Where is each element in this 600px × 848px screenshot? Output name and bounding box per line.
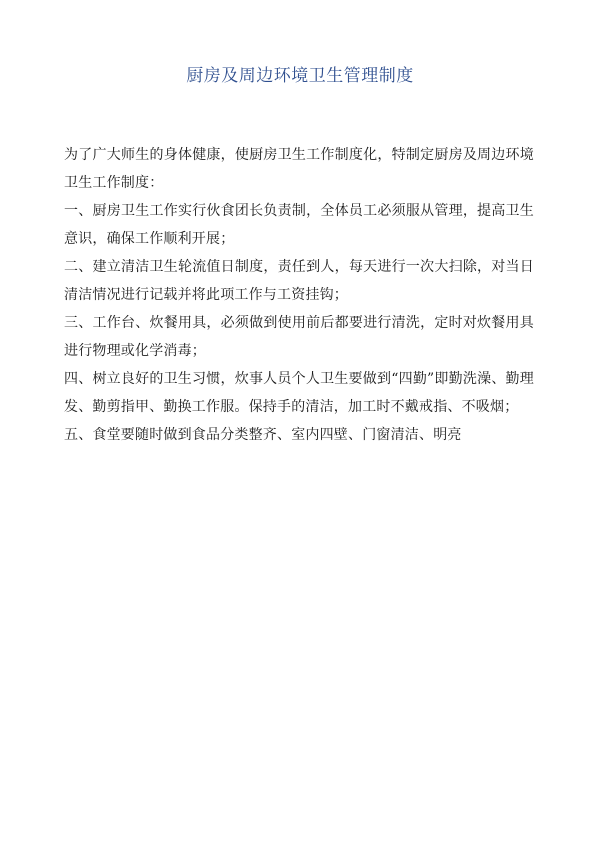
paragraph-item-4: 四、树立良好的卫生习惯，炊事人员个人卫生要做到“四勤”即勤洗澡、勤理发、勤剪指甲、勤换工作服。保持手的清洁，加工时不戴戒指、不吸烟； <box>64 371 534 415</box>
paragraph-item-3: 三、工作台、炊餐用具，必须做到使用前后都要进行清洗，定时对炊餐用具进行物理或化学消毒； <box>64 315 534 359</box>
paragraph-item-2: 二、建立清洁卫生轮流值日制度，责任到人，每天进行一次大扫除，对当日清洁情况进行记载并将此项工作与工资挂钩； <box>64 259 534 303</box>
document-title: 厨房及周边环境卫生管理制度 <box>186 66 414 86</box>
document-body <box>64 141 534 449</box>
paragraph-item-1: 一、厨房卫生工作实行伙食团长负责制，全体员工必须服从管理，提高卫生意识，确保工作顺利开展； <box>64 203 534 247</box>
paragraph-intro: 为了广大师生的身体健康，使厨房卫生工作制度化，特制定厨房及周边环境卫生工作制度： <box>64 147 534 191</box>
paragraph-item-5: 五、食堂要随时做到食品分类整齐、室内四壁、门窗清洁、明亮 <box>64 427 462 443</box>
